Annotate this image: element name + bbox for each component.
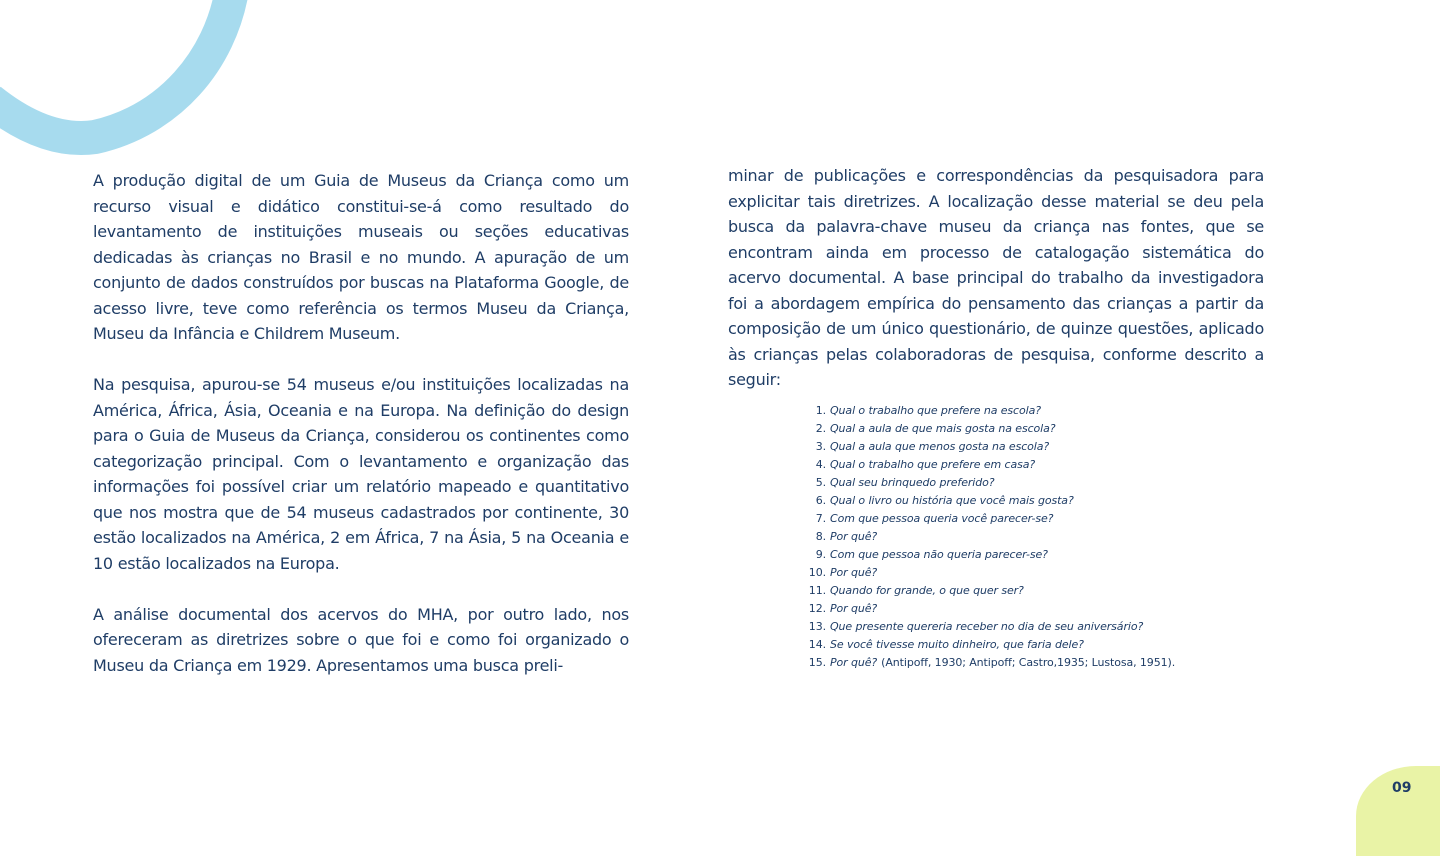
left-text-column: [93, 168, 629, 704]
list-item: [800, 636, 1260, 654]
page-number: 09: [1392, 780, 1412, 796]
question-text: Qual a aula de que mais gosta na escola?: [830, 422, 1056, 435]
question-number: 8.: [815, 530, 826, 543]
question-text: Qual o livro ou história que você mais gosta?: [830, 494, 1074, 507]
list-item: [800, 654, 1260, 672]
question-number: 13.: [808, 620, 826, 633]
question-text: Por quê?: [830, 530, 878, 543]
paragraph-continuation: minar de publicações e correspondências da pesquisadora para explicitar tais diretrizes. A localização desse material se deu pela busca da palavra-chave museu da criança nas fontes, que se encontram ainda em processo de catalogação sistemática do acervo documental. A base principal do trabalho da investigadora foi a abordagem empírica do pensamento das crianças a partir da composição de um único questionário, de quinze questões, aplicado às crianças pelas colaboradoras de pesquisa, conforme descrito a seguir:: [728, 166, 1264, 389]
citation: (Antipoff, 1930; Antipoff; Castro,1935; Lustosa, 1951).: [881, 656, 1176, 669]
question-text: Com que pessoa não queria parecer-se?: [830, 548, 1048, 561]
question-text: Por quê?: [830, 602, 878, 615]
question-text: Se você tivesse muito dinheiro, que faria dele?: [830, 638, 1084, 651]
paragraph-documental-analysis: A análise documental dos acervos do MHA, por outro lado, nos ofereceram as diretrizes sobre o que foi e como foi organizado o Museu da Criança em 1929. Apresentamos uma busca preli-: [93, 604, 629, 675]
paragraph-guide-production: A produção digital de um Guia de Museus da Criança como um recurso visual e didático constitui-se-á como resultado do levantamento de instituições museais ou seções educativas dedicadas às crianças no Brasil e no mundo. A apuração de um conjunto de dados construídos por buscas na Plataforma Google, de acesso livre, teve como referência os termos Museu da Criança, Museu da Infância e Childrem Museum.: [93, 171, 629, 343]
list-item: [800, 510, 1260, 528]
list-item: [800, 528, 1260, 546]
question-number: 5.: [815, 476, 826, 489]
question-number: 2.: [815, 422, 826, 435]
list-item: [800, 474, 1260, 492]
list-item: [800, 618, 1260, 636]
list-item: [800, 564, 1260, 582]
decorative-swoosh: [0, 0, 300, 170]
list-item: [800, 546, 1260, 564]
questionnaire-list: [800, 402, 1260, 672]
question-text: Com que pessoa queria você parecer-se?: [830, 512, 1054, 525]
question-number: 12.: [808, 602, 826, 615]
list-item: [800, 600, 1260, 618]
question-number: 14.: [808, 638, 826, 651]
list-item: [800, 402, 1260, 420]
question-number: 1.: [815, 404, 826, 417]
paragraph-research-results: Na pesquisa, apurou-se 54 museus e/ou instituições localizadas na América, África, Ásia, Oceania e na Europa. Na definição do design para o Guia de Museus da Criança, considerou os continentes como categorização principal. Com o levantamento e organização das informações foi possível criar um relatório mapeado e quantitativo que nos mostra que de 54 museus cadastrados por continente, 30 estão localizados na América, 2 em África, 7 na Ásia, 5 na Oceania e 10 estão localizados na Europa.: [93, 375, 629, 573]
list-item: [800, 492, 1260, 510]
question-text: Por quê?: [830, 656, 878, 669]
question-text: Quando for grande, o que quer ser?: [830, 584, 1024, 597]
question-text: Qual a aula que menos gosta na escola?: [830, 440, 1050, 453]
question-number: 4.: [815, 458, 826, 471]
question-number: 15.: [808, 656, 826, 669]
question-text: Qual o trabalho que prefere em casa?: [830, 458, 1036, 471]
question-text: Qual seu brinquedo preferido?: [830, 476, 995, 489]
question-number: 3.: [815, 440, 826, 453]
question-number: 11.: [808, 584, 826, 597]
question-number: 10.: [808, 566, 826, 579]
question-number: 6.: [815, 494, 826, 507]
list-item: [800, 438, 1260, 456]
question-number: 7.: [815, 512, 826, 525]
list-item: [800, 456, 1260, 474]
question-text: Por quê?: [830, 566, 878, 579]
question-text: Que presente quereria receber no dia de seu aniversário?: [830, 620, 1144, 633]
blue-arc-shape: [0, 0, 232, 138]
right-text-column: [728, 163, 1264, 393]
question-number: 9.: [815, 548, 826, 561]
list-item: [800, 420, 1260, 438]
question-text: Qual o trabalho que prefere na escola?: [830, 404, 1041, 417]
list-item: [800, 582, 1260, 600]
